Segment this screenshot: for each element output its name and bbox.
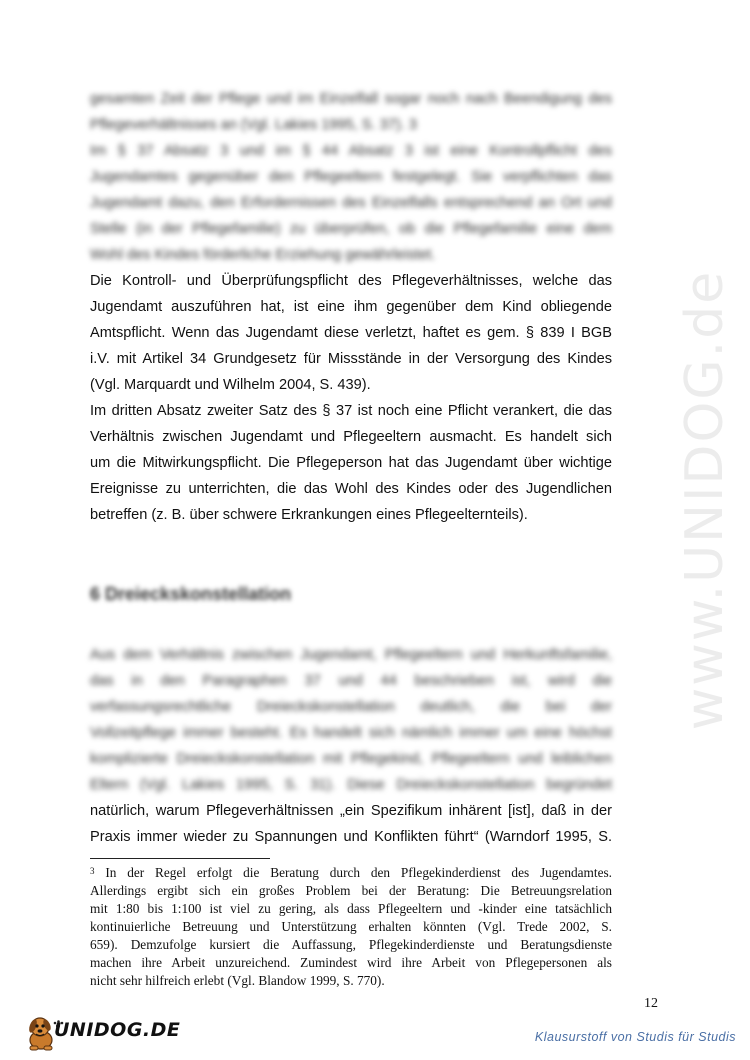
text-line: Amtspflicht. Wenn das Jugendamt diese verletzt, haftet es gem. § 839 I BGB [90, 325, 612, 341]
paragraph-mitwirkungspflicht [90, 398, 612, 528]
text-line: Verhältnis zwischen Jugendamt und Pflegeeltern ausmacht. Es handelt sich [90, 429, 612, 445]
paragraph-quote [90, 798, 612, 850]
text-line: Wohl des Kindes förderliche Erziehung gewährleistet. [90, 247, 436, 263]
text-line: (Vgl. Marquardt und Wilhelm 2004, S. 439). [90, 377, 371, 393]
text-line: Jugendamtes gegenüber den Pflegeeltern festgelegt. Sie verpflichten das [90, 169, 612, 185]
text-line: natürlich, warum Pflegeverhältnissen „ein Spezifikum inhärent [ist], daß in der [90, 803, 612, 819]
text-line: Stelle (in der Pflegefamilie) zu überprüfen, ob die Pflegefamilie eine dem [90, 221, 612, 237]
text-line: gesamten Zeit der Pflege und im Einzelfall sogar noch nach Beendigung des [90, 91, 612, 107]
footnote-line: kontinuierliche Betreuung und Unterstützung erhalten könnten (Vgl. Trede 2002, S. [90, 919, 612, 934]
text-line: Im § 37 Absatz 3 und im § 44 Absatz 3 ist eine Kontrollpflicht des [90, 143, 612, 159]
footnote-separator [90, 858, 270, 859]
text-line: betreffen (z. B. über schwere Erkrankungen eines Pflegeelternteils). [90, 507, 528, 523]
text-line: um die Mitwirkungspflicht. Die Pflegeperson hat das Jugendamt über wichtige [90, 455, 612, 471]
footnote-line: machen ihre Arbeit unzureichend. Zumindest wird ihre Arbeit von Pflegepersonen als [90, 955, 612, 970]
text-line: verfassungsrechtliche Dreieckskonstellation deutlich, die bei der [90, 699, 612, 715]
footnote-line: nicht sehr hilfreich erlebt (Vgl. Blandow 1999, S. 770). [90, 973, 385, 988]
text-line: Praxis immer wieder zu Spannungen und Konflikten führt“ (Warndorf 1995, S. [90, 829, 612, 845]
logo-text: UNIDOG.DE [54, 1019, 181, 1041]
text-line: das in den Paragraphen 37 und 44 beschrieben ist, wird die [90, 673, 612, 689]
text-line: Jugendamt auszuführen hat, ist eine ihm gegenüber dem Kind obliegende [90, 299, 612, 315]
footnote-line [90, 864, 612, 882]
text-line: Eltern (Vgl. Lakies 1995, S. 31). Diese Dreieckskonstellation begründet [90, 777, 612, 793]
footnote-text: In der Regel erfolgt die Beratung durch den Pflegekinderdienst des Jugendamtes. [105, 865, 612, 880]
text-line: Pflegeverhältnisses an (Vgl. Lakies 1995, S. 37). 3 [90, 117, 417, 133]
text-line: Vollzeitpflege immer besteht. Es handelt sich nämlich immer um eine höchst [90, 725, 612, 741]
footnote [90, 864, 612, 990]
footnote-line: 659). Demzufolge kursiert die Auffassung, Pflegekinderdienste und Beratungsdienste [90, 937, 612, 952]
text-line: Die Kontroll- und Überprüfungspflicht des Pflegeverhältnisses, welche das [90, 273, 612, 289]
footnote-line: Allerdings ergibt sich ein großes Problem bei der Beratung: Die Betreuungsrelation [90, 883, 612, 898]
text-line: komplizierte Dreieckskonstellation mit Pflegekind, Pflegeeltern und leiblichen [90, 751, 612, 767]
blurred-paragraph-section [90, 642, 612, 798]
text-line: i.V. mit Artikel 34 Grundgesetz für Missstände in der Versorgung des Kindes [90, 351, 612, 367]
footer-tagline: Klausurstoff von Studis für Studis [534, 1030, 736, 1044]
text-line: Jugendamt dazu, den Erfordernissen des Einzelfalls entsprechend an Ort und [90, 195, 612, 211]
section-heading: 6 Dreieckskonstellation [90, 584, 292, 604]
footnote-marker: 3 [90, 866, 95, 876]
paragraph-kontrollpflicht [90, 268, 612, 398]
footnote-line: mit 1:80 bis 1:100 ist viel zu gering, als dass Pflegeeltern und -kinder eine tatsächlich [90, 901, 612, 916]
blurred-paragraph-top [90, 86, 612, 268]
text-line: Aus dem Verhältnis zwischen Jugendamt, Pflegeeltern und Herkunftsfamilie, [90, 647, 612, 663]
page-number: 12 [644, 996, 658, 1011]
text-line: Im dritten Absatz zweiter Satz des § 37 ist noch eine Pflicht verankert, die das [90, 403, 612, 419]
watermark: www.UNIDOG.de [675, 269, 735, 731]
text-line: Ereignisse zu unterrichten, die das Wohl des Kindes oder des Jugendlichen [90, 481, 612, 497]
